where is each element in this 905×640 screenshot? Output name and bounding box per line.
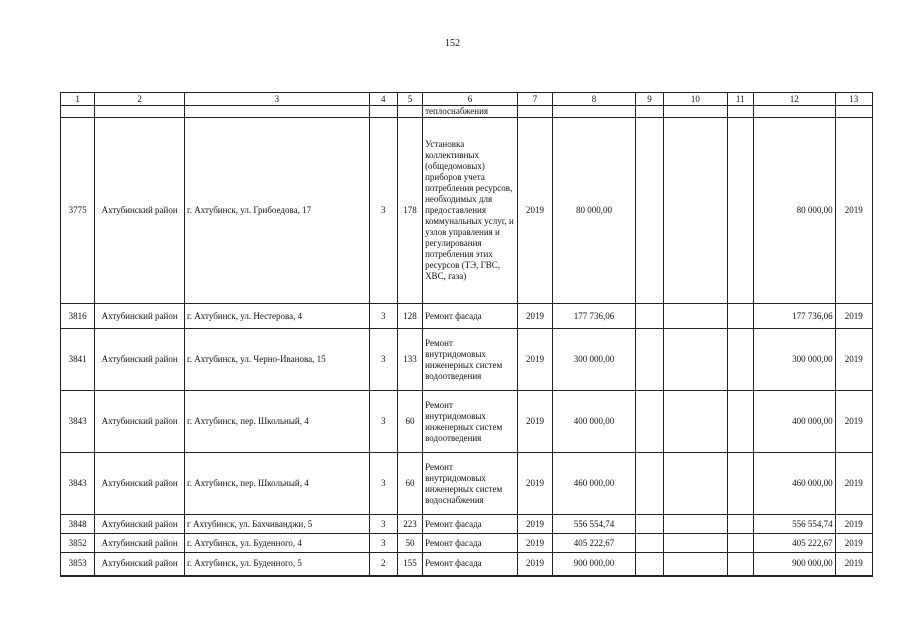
amount-total: 900 000,00 [753,553,835,576]
work-type: Ремонт фасада [423,304,518,329]
address: г. Ахтубинск, ул. Грибоедова, 17 [185,118,370,304]
table-row [61,534,873,553]
year: 2019 [517,118,552,304]
record-id: 3843 [61,453,95,515]
table-row [61,453,873,515]
cell-9 [635,329,663,391]
work-type: Ремонт фасада [423,515,518,534]
year-end: 2019 [835,553,872,576]
year-end: 2019 [835,453,872,515]
cell-4: 3 [369,453,397,515]
district: Ахтубинский район [95,515,185,534]
address: г. Ахтубинск, пер. Школьный, 4 [185,391,370,453]
amount: 80 000,00 [553,118,636,304]
work-type: Установка коллективных (общедомовых) приборов учета потребления ресурсов, необходимых для предоставления коммунальных услуг, и узлов управления и регулирования потребления этих ресурсов (ТЭ, ГВС, ХВС, газа) [423,118,518,304]
cell-9 [635,553,663,576]
district: Ахтубинский район [95,453,185,515]
year-end: 2019 [835,304,872,329]
cell-4: 3 [369,515,397,534]
cell-5: 133 [397,329,422,391]
continuation-text: теплоснабжения [423,106,518,118]
column-header: 3 [185,93,370,106]
address: г. Ахтубинск, пер. Школьный, 4 [185,453,370,515]
year-end: 2019 [835,118,872,304]
amount: 405 222,67 [553,534,636,553]
cell-11 [727,329,753,391]
cell-4: 3 [369,391,397,453]
column-header: 9 [635,93,663,106]
cell-11 [727,534,753,553]
column-number-row [61,93,873,106]
year: 2019 [517,534,552,553]
record-id: 3848 [61,515,95,534]
address: г Ахтубинск, ул. Бахчиванджи, 5 [185,515,370,534]
table-row [61,515,873,534]
year: 2019 [517,329,552,391]
cell-9 [635,515,663,534]
work-type: Ремонт внутридомовых инженерных систем водоснабжения [423,453,518,515]
cell-9 [635,453,663,515]
record-id: 3843 [61,391,95,453]
work-type: Ремонт фасада [423,553,518,576]
cell-5: 128 [397,304,422,329]
amount-total: 460 000,00 [753,453,835,515]
cell-10 [664,515,728,534]
amount-total: 80 000,00 [753,118,835,304]
cell-11 [727,391,753,453]
district: Ахтубинский район [95,553,185,576]
table-row [61,118,873,304]
amount: 400 000,00 [553,391,636,453]
amount: 900 000,00 [553,553,636,576]
column-header: 5 [397,93,422,106]
district: Ахтубинский район [95,304,185,329]
address: г. Ахтубинск, ул. Нестерова, 4 [185,304,370,329]
district: Ахтубинский район [95,391,185,453]
column-header: 6 [423,93,518,106]
amount-total: 300 000,00 [753,329,835,391]
cell-11 [727,515,753,534]
cell-10 [664,118,728,304]
amount-total: 400 000,00 [753,391,835,453]
page-number: 152 [445,38,460,49]
column-header: 10 [664,93,728,106]
table-row [61,553,873,576]
year-end: 2019 [835,391,872,453]
cell-10 [664,304,728,329]
column-header: 12 [753,93,835,106]
work-type: Ремонт фасада [423,534,518,553]
cell-10 [664,534,728,553]
record-id: 3816 [61,304,95,329]
cell-4: 3 [369,534,397,553]
table-row [61,329,873,391]
cell-10 [664,553,728,576]
cell-11 [727,553,753,576]
column-header: 13 [835,93,872,106]
record-id: 3852 [61,534,95,553]
cell-11 [727,453,753,515]
record-id: 3853 [61,553,95,576]
column-header: 1 [61,93,95,106]
cell-11 [727,304,753,329]
district: Ахтубинский район [95,534,185,553]
cell-4: 2 [369,553,397,576]
amount: 177 736,06 [553,304,636,329]
record-id: 3775 [61,118,95,304]
cell-5: 223 [397,515,422,534]
cell-5: 50 [397,534,422,553]
amount-total: 556 554,74 [753,515,835,534]
column-header: 2 [95,93,185,106]
work-type: Ремонт внутридомовых инженерных систем водоотведения [423,329,518,391]
column-header: 8 [553,93,636,106]
year: 2019 [517,453,552,515]
year: 2019 [517,304,552,329]
amount: 300 000,00 [553,329,636,391]
cell-11 [727,118,753,304]
year-end: 2019 [835,515,872,534]
cell-5: 60 [397,391,422,453]
cell-9 [635,118,663,304]
year-end: 2019 [835,329,872,391]
amount-total: 405 222,67 [753,534,835,553]
column-header: 11 [727,93,753,106]
cell-10 [664,329,728,391]
cell-10 [664,453,728,515]
amount-total: 177 736,06 [753,304,835,329]
amount: 460 000,00 [553,453,636,515]
cell-4: 3 [369,304,397,329]
cell-9 [635,534,663,553]
district: Ахтубинский район [95,329,185,391]
year: 2019 [517,515,552,534]
cell-5: 178 [397,118,422,304]
cell-4: 3 [369,329,397,391]
cell-5: 155 [397,553,422,576]
table-row [61,304,873,329]
year: 2019 [517,391,552,453]
cell-9 [635,391,663,453]
column-header: 4 [369,93,397,106]
column-header: 7 [517,93,552,106]
continuation-row [61,106,873,118]
table-row [61,391,873,453]
repair-program-table [60,92,873,577]
work-type: Ремонт внутридомовых инженерных систем водоотведения [423,391,518,453]
address: г. Ахтубинск, ул. Буденного, 4 [185,534,370,553]
cell-10 [664,391,728,453]
address: г. Ахтубинск, ул. Черно-Иванова, 15 [185,329,370,391]
year: 2019 [517,553,552,576]
amount: 556 554,74 [553,515,636,534]
address: г. Ахтубинск, ул. Буденного, 5 [185,553,370,576]
district: Ахтубинский район [95,118,185,304]
cell-5: 60 [397,453,422,515]
record-id: 3841 [61,329,95,391]
cell-9 [635,304,663,329]
cell-4: 3 [369,118,397,304]
year-end: 2019 [835,534,872,553]
